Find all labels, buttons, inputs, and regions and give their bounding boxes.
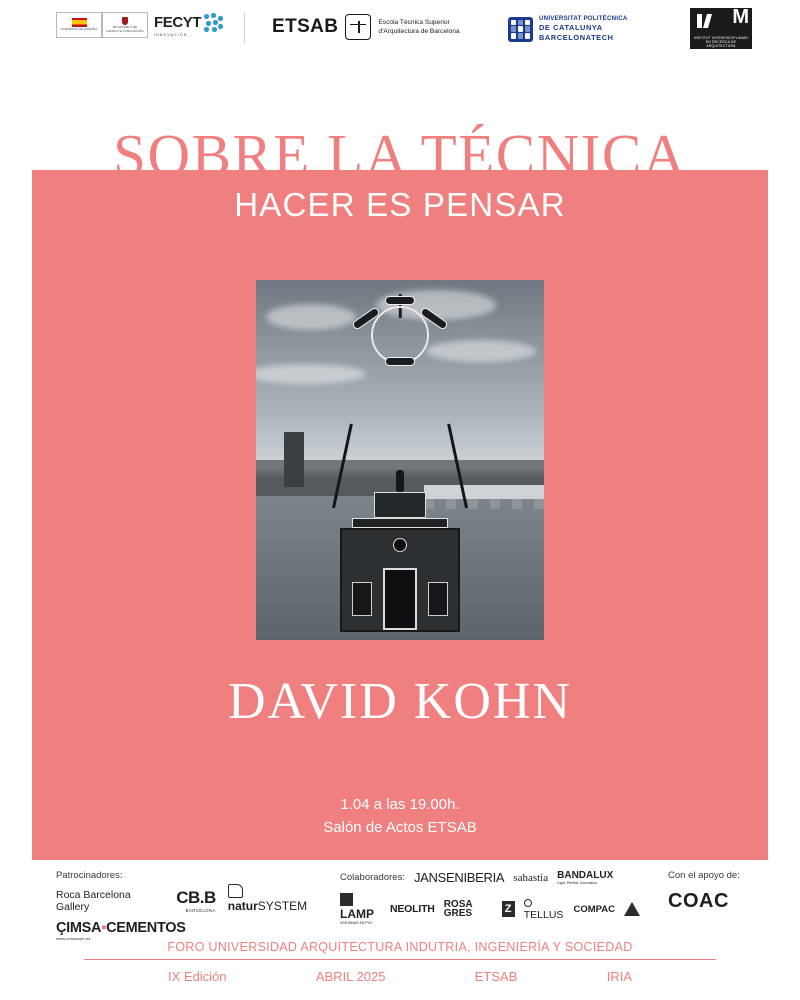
speaker-name: DAVID KOHN xyxy=(227,673,573,730)
lamp-square-icon xyxy=(340,893,353,906)
upc-line-2: DE CATALUNYA xyxy=(539,23,603,33)
fecyt-logo xyxy=(154,13,223,37)
footer-divider xyxy=(84,959,716,960)
patrocinadores-label: Patrocinadores: xyxy=(56,870,123,881)
iria-fullname: INSTITUT INTERDISCIPLINARI EN RECERCA DE ARQUITECTURA xyxy=(690,34,752,49)
colaboradores-label: Colaboradores: xyxy=(340,872,405,883)
sponsor-tellus: TELLUS xyxy=(524,897,565,921)
event-place: Salón de Actos ETSAB xyxy=(323,819,477,837)
turbine-blade xyxy=(385,296,415,305)
page-subtitle: HACER ES PENSAR xyxy=(234,186,566,223)
sponsor-cimsa-cementos: ÇIMSA▪CEMENTOS www.cimsacim.es xyxy=(56,920,186,941)
sponsor-jansen-iberia: JANSENIBERIA xyxy=(413,870,505,885)
cloud-icon xyxy=(426,340,536,362)
etsab-building-icon xyxy=(345,14,371,40)
fecyt-dots-icon xyxy=(204,13,223,32)
turbine-hub-icon xyxy=(371,306,429,364)
sponsor-cimsa-url: www.cimsacim.es xyxy=(56,936,91,941)
gobierno-cell-1 xyxy=(56,12,102,38)
sponsor-cbb: CB.B BARCELONA xyxy=(176,888,216,913)
foro-title: FORO UNIVERSIDAD ARQUITECTURA INDUTRIA, INGENIERÍA Y SOCIEDAD xyxy=(167,940,633,954)
sponsor-bandalux: BANDALUX Light. Perfect. Innovation xyxy=(557,870,614,885)
etsab-wordmark: ETSAB xyxy=(272,16,339,37)
etsab-line-2: d'Arquitectura de Barcelona xyxy=(378,28,460,35)
sponsors-section xyxy=(0,866,800,941)
triangle-mark-icon xyxy=(624,902,640,916)
logo-divider xyxy=(244,13,245,43)
upper-cabin xyxy=(374,492,426,518)
turbine-blade xyxy=(385,357,415,366)
etsab-logo xyxy=(272,14,460,40)
upc-line-3: BARCELONATECH xyxy=(539,33,614,43)
footer-date: ABRIL 2025 xyxy=(315,969,386,985)
gobierno-cell-2 xyxy=(102,12,148,38)
door xyxy=(383,568,417,630)
cabin-structure xyxy=(340,528,460,632)
fecyt-wordmark: FECYT xyxy=(154,14,202,31)
gobierno-de-espana-logo xyxy=(56,12,148,38)
apoyo-label: Con el apoyo de: xyxy=(668,870,740,881)
poster-footer xyxy=(0,940,800,984)
logo-band xyxy=(0,0,800,56)
iria-mark-icon xyxy=(690,8,752,34)
iria-monogram: M xyxy=(732,8,748,28)
patrocinadores-group xyxy=(56,870,326,941)
natur-house-icon xyxy=(228,884,243,898)
footer-institute: IRIA xyxy=(606,969,632,985)
sponsor-z: Z xyxy=(502,901,515,917)
fecyt-tagline: INNOVACIÓN xyxy=(154,33,188,37)
event-details xyxy=(0,793,800,840)
logo-gobierno-fecyt xyxy=(56,12,223,38)
porthole-window xyxy=(393,538,407,552)
window-left xyxy=(352,582,372,616)
tellus-circle-icon xyxy=(524,899,532,907)
gobierno-line-1: GOBIERNO DE ESPAÑA xyxy=(60,27,98,32)
gobierno-line-2: MINISTERIO DE CIENCIA E INNOVACIÓN xyxy=(106,24,144,33)
upc-line-1: UNIVERSITAT POLITÈCNICA xyxy=(539,15,628,22)
tall-building xyxy=(284,432,304,487)
iria-logo xyxy=(690,8,752,49)
cloud-icon xyxy=(266,304,356,330)
sponsor-roca-barcelona-gallery: Roca Barcelona Gallery xyxy=(56,889,131,913)
etsab-fullname xyxy=(378,18,459,36)
spain-flag-icon xyxy=(72,18,87,27)
footer-edition: IX Edición xyxy=(168,969,227,985)
sponsor-coac: COAC xyxy=(668,890,729,912)
poster-photograph xyxy=(256,280,544,640)
sponsor-natur-system: naturSYSTEM xyxy=(228,884,326,913)
event-date: 1.04 a las 19.00h. xyxy=(340,796,460,813)
bridge xyxy=(424,485,544,499)
sponsor-lamp: LAMP VENTANAS EN PVC xyxy=(340,893,381,925)
person-silhouette xyxy=(396,470,404,492)
sponsor-compac: COMPAC xyxy=(573,903,615,915)
upc-name xyxy=(539,15,628,43)
ministry-shield-icon xyxy=(122,17,128,25)
footer-school: ETSAB xyxy=(474,969,518,985)
etsab-line-1: Escola Tècnica Superior xyxy=(378,18,450,26)
window-right xyxy=(428,582,448,616)
apoyo-group xyxy=(668,870,788,913)
upc-grid-icon xyxy=(508,17,533,42)
sponsor-sahastia: sahastia xyxy=(513,871,549,884)
sponsor-cbb-sub: BARCELONA xyxy=(185,908,216,913)
sponsor-rosa-gres: ROSA GRES xyxy=(443,898,473,919)
page-title: SOBRE LA TÉCNICA xyxy=(113,122,687,188)
colaboradores-group xyxy=(340,870,640,925)
upc-logo xyxy=(508,15,628,43)
observation-deck xyxy=(352,518,448,528)
sponsor-neolith: NEOLITH xyxy=(390,903,435,915)
